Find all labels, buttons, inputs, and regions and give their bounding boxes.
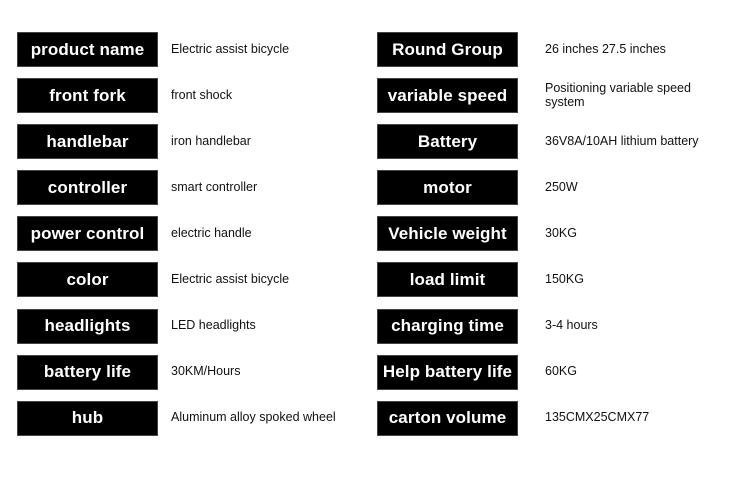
spec-label: carton volume — [377, 401, 518, 436]
spec-label: product name — [17, 32, 158, 67]
spec-value: 250W — [545, 179, 578, 194]
spec-value: 36V8A/10AH lithium battery — [545, 133, 699, 148]
spec-label: handlebar — [17, 124, 158, 159]
spec-label: Round Group — [377, 32, 518, 67]
spec-label: variable speed — [377, 78, 518, 113]
spec-row-help-battery-life — [377, 355, 725, 390]
spec-label: color — [17, 262, 158, 297]
spec-value: 30KG — [545, 226, 577, 240]
spec-value: 30KM/Hours — [171, 364, 241, 379]
spec-value: Electric assist bicycle — [171, 41, 290, 56]
spec-label: hub — [17, 401, 158, 436]
spec-row-color — [17, 262, 336, 297]
spec-row-round-group — [377, 32, 725, 67]
spec-label: charging time — [377, 309, 518, 344]
spec-row-handlebar — [17, 124, 336, 159]
spec-label: load limit — [377, 262, 518, 297]
spec-value: 60KG — [545, 364, 577, 379]
spec-value: 135CMX25CMX77 — [545, 410, 650, 425]
spec-row-motor — [377, 170, 725, 205]
spec-row-charging-time — [377, 309, 725, 344]
spec-row-battery-life — [17, 355, 336, 390]
spec-row-headlights — [17, 309, 336, 344]
spec-row-hub — [17, 401, 336, 436]
spec-row-variable-speed — [377, 78, 725, 113]
spec-column-left — [17, 32, 336, 447]
spec-value: Positioning variable speed system — [545, 80, 691, 109]
spec-value: LED headlights — [171, 318, 256, 333]
spec-label: Help battery life — [377, 355, 518, 390]
spec-value: 26 inches 27.5 inches — [545, 41, 666, 56]
spec-row-vehicle-weight — [377, 216, 725, 251]
spec-value: smart controller — [171, 179, 258, 194]
spec-row-carton-volume — [377, 401, 725, 436]
spec-value: front shock — [171, 87, 233, 102]
spec-label: Vehicle weight — [377, 216, 518, 251]
spec-label: power control — [17, 216, 158, 251]
spec-label: Battery — [377, 124, 518, 159]
spec-row-load-limit — [377, 262, 725, 297]
spec-value: 150KG — [545, 272, 584, 287]
spec-label: controller — [17, 170, 158, 205]
spec-row-power-control — [17, 216, 336, 251]
spec-row-front-fork — [17, 78, 336, 113]
spec-value: electric handle — [171, 226, 252, 240]
spec-row-product-name — [17, 32, 336, 67]
spec-value: Aluminum alloy spoked wheel — [171, 410, 336, 425]
spec-row-controller — [17, 170, 336, 205]
spec-label: battery life — [17, 355, 158, 390]
spec-value: 3-4 hours — [545, 318, 598, 333]
spec-value: iron handlebar — [171, 133, 251, 148]
spec-label: motor — [377, 170, 518, 205]
spec-row-battery — [377, 124, 725, 159]
spec-column-right — [377, 32, 725, 447]
spec-label: headlights — [17, 309, 158, 344]
spec-value: Electric assist bicycle — [171, 272, 290, 287]
spec-label: front fork — [17, 78, 158, 113]
